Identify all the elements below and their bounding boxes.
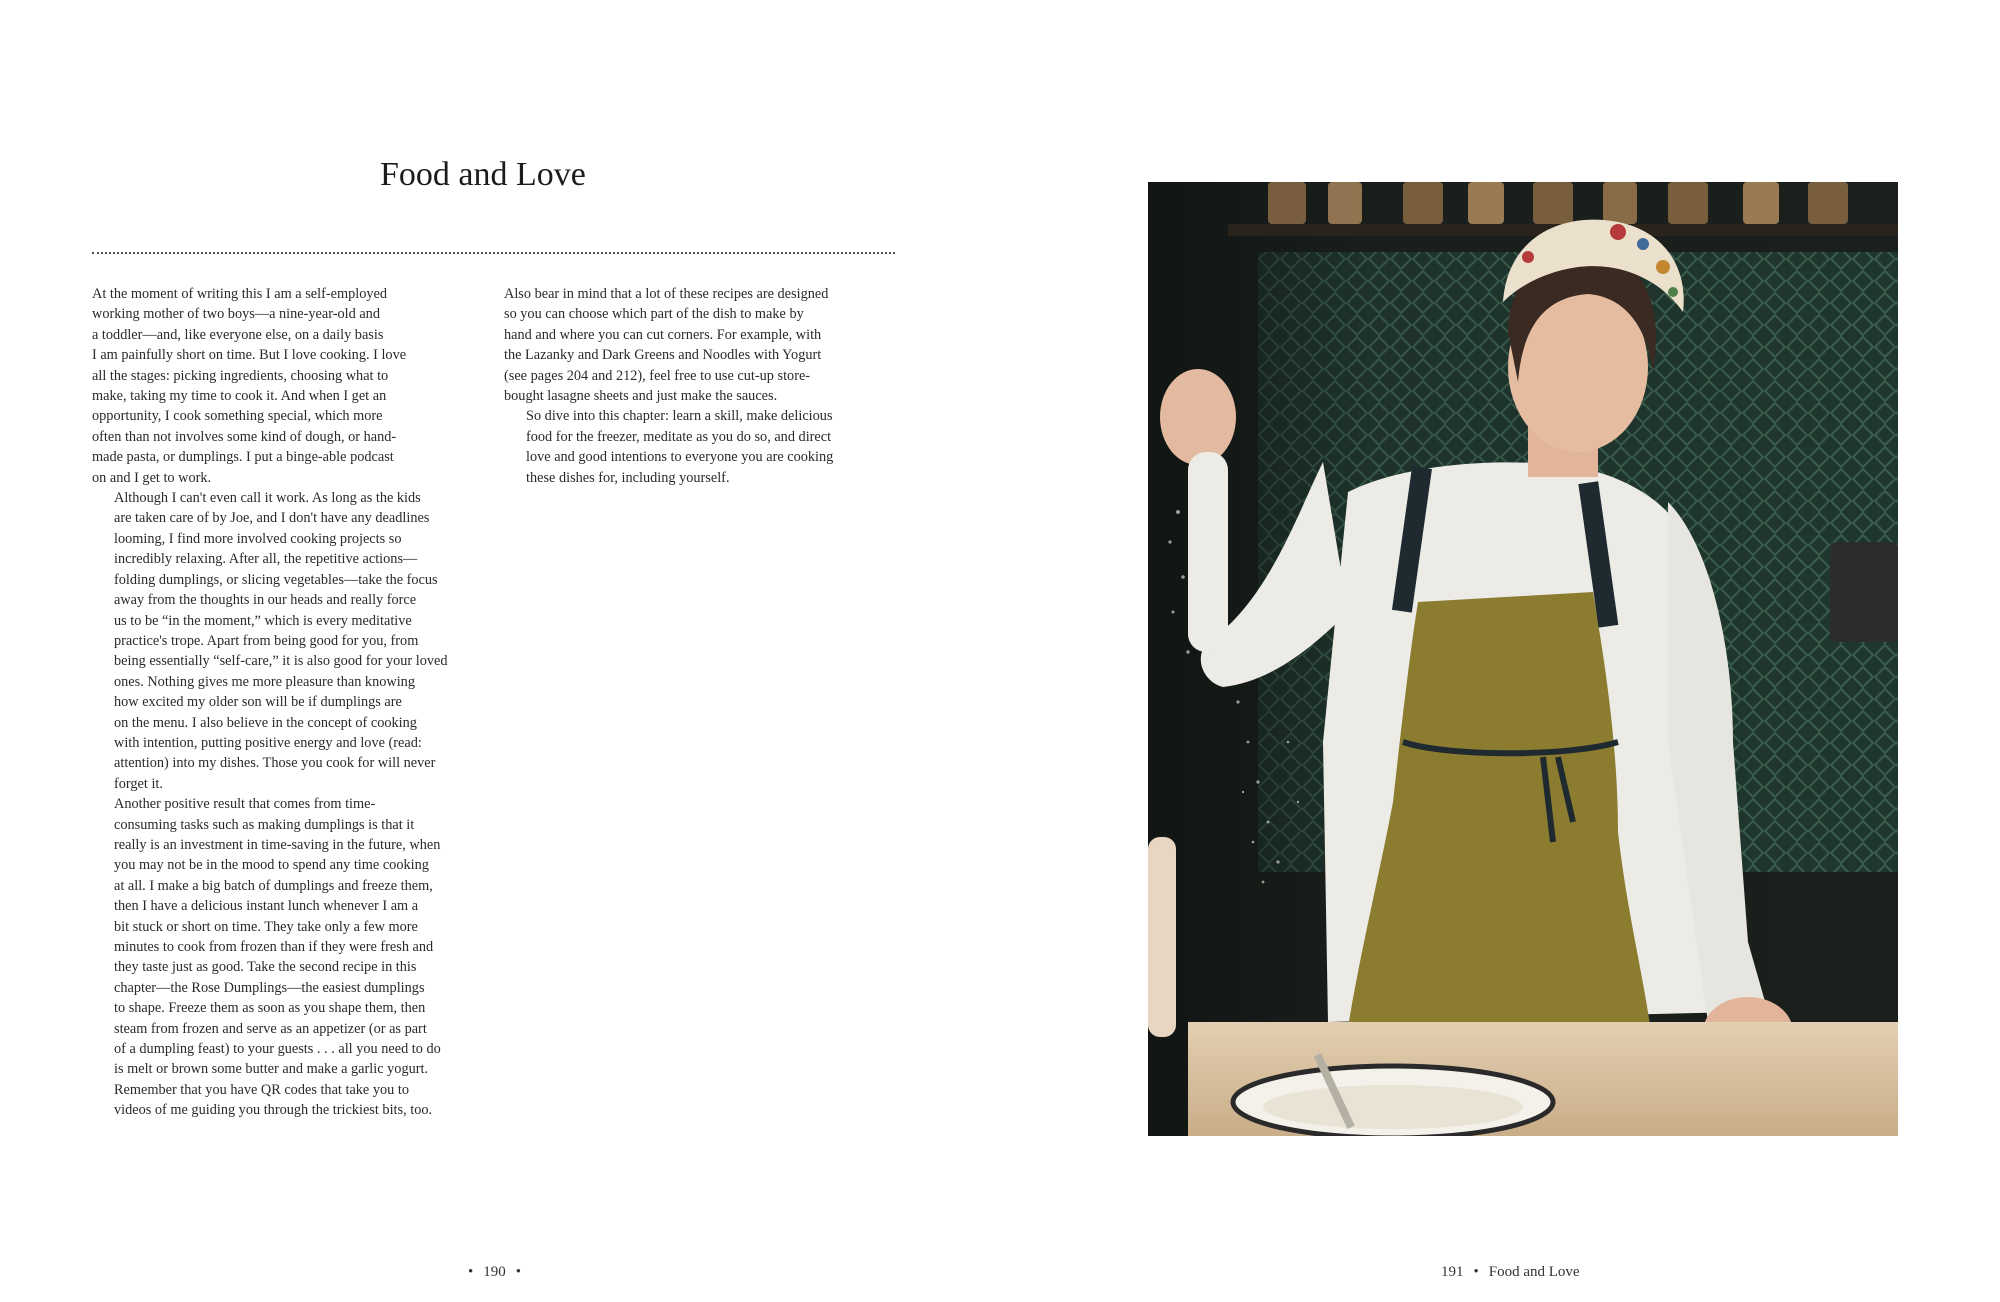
folio-bullet: • (1473, 1264, 1479, 1280)
text-line: a toddler—and, like everyone else, on a daily basis (92, 326, 384, 343)
folio-bullet: • (468, 1264, 474, 1280)
text-line: So dive into this chapter: learn a skill, make delicious (526, 408, 833, 425)
text-line: working mother of two boys—a nine-year-old and (92, 306, 380, 323)
jars (1268, 182, 1848, 224)
text-line: love and good intentions to everyone you are cooking (526, 449, 834, 466)
text-line: being essentially “self-care,” it is also good for your loved (114, 653, 448, 670)
text-line: I am painfully short on time. But I love cooking. I love (92, 347, 407, 364)
body-column-left (92, 284, 484, 1121)
folio-left (458, 1262, 538, 1282)
paragraph (504, 406, 896, 488)
text-line: looming, I find more involved cooking projects so (114, 530, 402, 547)
text-line: incredibly relaxing. After all, the repetitive actions— (114, 551, 418, 568)
text-line: away from the thoughts in our heads and really force (114, 592, 417, 609)
text-line: on and I get to work. (92, 469, 212, 486)
text-line: ones. Nothing gives me more pleasure than knowing (114, 673, 415, 690)
text-line: are taken care of by Joe, and I don't have any deadlines (114, 510, 430, 527)
text-line: chapter—the Rose Dumplings—the easiest dumplings (114, 979, 425, 996)
paragraph (504, 284, 896, 406)
text-line: the Lazanky and Dark Greens and Noodles with Yogurt (504, 347, 822, 364)
folio-bullet: • (515, 1264, 522, 1280)
text-line: all the stages: picking ingredients, choosing what to (92, 367, 389, 384)
text-line: Although I can't even call it work. As long as the kids (114, 490, 421, 507)
text-line: make, taking my time to cook it. And when I get an (92, 388, 387, 405)
text-line: to shape. Freeze them as soon as you shape them, then (114, 1000, 426, 1017)
text-line: At the moment of writing this I am a self-employed (92, 286, 388, 302)
text-line: Another positive result that comes from time- (114, 796, 376, 813)
paragraph (92, 284, 484, 488)
raised-hand (1160, 369, 1236, 465)
text-line: is melt or brown some butter and make a garlic yogurt. (114, 1061, 429, 1078)
text-line: food for the freezer, meditate as you do so, and direct (526, 428, 832, 445)
text-line: really is an investment in time-saving in the future, when (114, 836, 441, 853)
page-number-left: 190 (483, 1264, 506, 1280)
appliance (1830, 542, 1898, 642)
text-line: hand and where you can cut corners. For example, with (504, 326, 822, 343)
text-line: folding dumplings, or slicing vegetables—take the focus (114, 571, 438, 588)
text-line: with intention, putting positive energy and love (read: (114, 734, 422, 751)
text-line: made pasta, or dumplings. I put a binge-able podcast (92, 449, 394, 466)
text-line: minutes to cook from frozen than if they were fresh and (114, 939, 434, 955)
text-line: attention) into my dishes. Those you cook for will never (114, 755, 436, 772)
text-line: practice's trope. Apart from being good for you, from (114, 632, 419, 649)
body-column-right (504, 284, 896, 488)
text-line: on the menu. I also believe in the concept of cooking (114, 714, 417, 731)
chapter-photo (1148, 182, 1898, 1136)
text-line: us to be “in the moment,” which is every meditative (114, 612, 412, 629)
text-line: consuming tasks such as making dumplings is that it (114, 816, 415, 833)
text-line: often than not involves some kind of dough, or hand- (92, 428, 397, 445)
text-line: steam from frozen and serve as an appetizer (or as part (114, 1020, 427, 1037)
text-line: how excited my older son will be if dumplings are (114, 694, 402, 711)
text-line: Remember that you have QR codes that take you to (114, 1081, 409, 1098)
text-line: opportunity, I cook something special, which more (92, 408, 383, 425)
text-line: at all. I make a big batch of dumplings and freeze them, (114, 877, 433, 894)
text-line: of a dumpling feast) to your guests . . . all you need to do (114, 1041, 441, 1058)
paragraph (92, 488, 484, 794)
text-line: Also bear in mind that a lot of these recipes are designed (504, 286, 829, 302)
text-line: videos of me guiding you through the trickiest bits, too. (114, 1102, 433, 1119)
rolling-pin (1148, 837, 1176, 1037)
text-line: bit stuck or short on time. They take only a few more (114, 918, 418, 935)
page-number-right: 191 (1441, 1264, 1464, 1280)
paragraph (92, 794, 484, 1121)
dotted-rule (92, 252, 895, 254)
running-head: Food and Love (1488, 1264, 1580, 1280)
text-line: you may not be in the mood to spend any time cooking (114, 857, 429, 874)
text-line: bought lasagne sheets and just make the sauces. (504, 388, 778, 405)
text-line: forget it. (114, 775, 163, 792)
text-line: so you can choose which part of the dish to make by (504, 306, 804, 323)
folio-right (1441, 1262, 1681, 1282)
text-line: (see pages 204 and 212), feel free to use cut-up store- (504, 367, 811, 384)
chapter-title: Food and Love (380, 156, 586, 193)
text-line: these dishes for, including yourself. (526, 469, 730, 486)
text-line: then I have a delicious instant lunch whenever I am a (114, 898, 419, 915)
text-line: they taste just as good. Take the second recipe in this (114, 959, 417, 976)
